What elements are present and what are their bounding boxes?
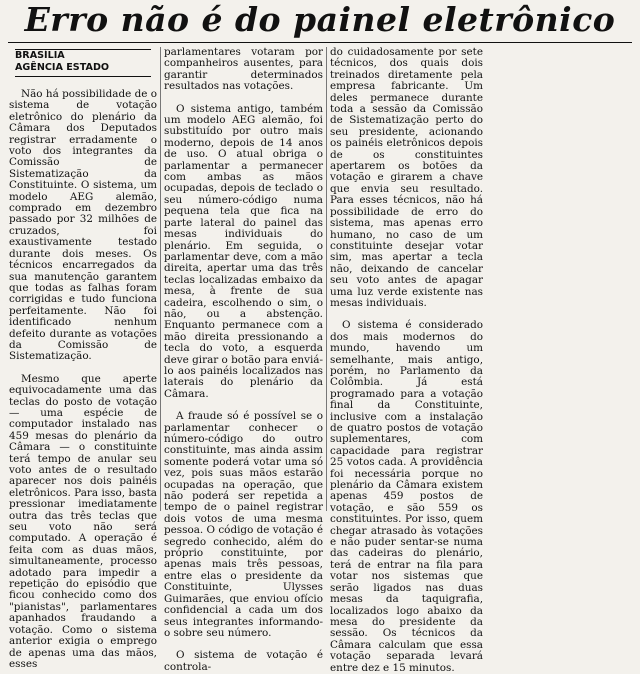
column-2 (160, 46, 326, 673)
paragraph: Não há possibilidade de o sistema de votação eletrônico do plenário da Câmara dos Deputados registrar erradamente o voto dos integrantes da Comissão de Sistematização da Constituinte. O sistema, um modelo AEG alemão, comprado em dezembro passado por 32 milhões de cruzados, foi exaustivamente testado durante dois meses. Os técnicos encarregados da sua manutenção garantem que todas as falhas foram corrigidas e tudo funciona perfeitamente. Não foi identificado nenhum defeito durante as votações da Comissão de Sistematização. (9, 88, 157, 363)
paragraph: O sistema é considerado dos mais modernos do mundo, havendo um semelhante, mais antigo, porém, no Parlamento da Colômbia. Já está programado para a votação final da Constituinte, inclusive com a instalação de quatro postos de votação suplementares, com capacidade para registrar 25 votos cada. A providência foi necessária porque no plenário da Câmara existem apenas 459 postos de votação, e são 559 os constituintes. Por isso, quem chegar atrasado às votações e não puder sentar-se numa das cadeiras do plenário, terá de entrar na fila para votar nos sistemas que serão ligados nas duas mesas da taquigrafia, localizados logo abaixo da mesa do presidente da sessão. Os técnicos da Câmara calculam que essa votação separada levará entre dez e 15 minutos. (330, 319, 483, 674)
byline-place: BRASÍLIA (15, 50, 65, 61)
paragraph: do cuidadosamente por sete técnicos, dos quais dois treinados diretamente pela empresa fabricante. Um deles permanece durante toda a sessão da Comissão de Sistematização perto do seu presidente, acionando os painéis eletrônicos depois de os constituintes apertarem os botões da votação e girarem a chave que envia seu resultado. Para esses técnicos, não há possibilidade de erro do sistema, mas apenas erro humano, no caso de um constituinte desejar votar sim, mas apertar a tecla não, deixando de cancelar seu voto antes de apagar uma luz verde existente nas mesas individuais. (330, 46, 483, 309)
article-body (6, 46, 634, 674)
paragraph: O sistema antigo, também um modelo AEG alemão, foi substituído por outro mais moderno, depois de 14 anos de uso. O atual obriga o parlamentar a permanecer com ambas as mãos ocupadas, depois de teclado o seu número-código numa pequena tela que fica na parte lateral do painel das mesas individuais do plenário. Em seguida, o parlamentar deve, com a mão direita, apertar uma das três teclas localizadas embaixo da mesa, à frente de sua cadeira, escolhendo o sim, o não, ou a abstenção. Enquanto permanece com a mão direita pressionando a tecla do voto, a esquerda deve girar o botão para enviá-lo aos painéis localizados nas laterais do plenário da Câmara. (164, 102, 323, 400)
headline: Erro não é do painel eletrônico (8, 0, 632, 43)
paragraph: A fraude só é possível se o parlamentar conhecer o número-código do outro constituinte, mas ainda assim somente poderá votar uma só vez, pois suas mãos estarão ocupadas na operação, que não poderá ser repetida a tempo de o painel registrar dois votos de uma mesma pessoa. O código de votação é segredo conhecido, além do próprio constituinte, por apenas mais três pessoas, entre elas o presidente da Constituinte, Ulysses Guimarães, que enviou ofício confidencial a cada um dos seus integrantes informando-o sobre seu número. (164, 410, 323, 639)
byline (15, 49, 151, 77)
paragraph: parlamentares votaram por companheiros ausentes, para garantir determinados resultados nas votações. (164, 46, 323, 93)
paragraph: Mesmo que aperte equivocadamente uma das teclas do posto de votação — uma espécie de computador instalado nas 459 mesas do plenário da Câmara — o constituinte terá tempo de anular seu voto antes de o resultado aparecer nos dois painéis eletrônicos. Para isso, basta pressionar imediatamente outra das três teclas que seu voto não será computado. A operação é feita com as duas mãos, simultaneamente, processo adotado para impedir a repetição do episódio que ficou conhecido como dos "pianistas", parlamentares apanhados fraudando a votação. Como o sistema anterior exigia o emprego de apenas uma das mãos, esses (9, 372, 157, 670)
byline-agency: AGÊNCIA ESTADO (15, 62, 110, 73)
column-1 (6, 47, 160, 670)
column-3 (326, 46, 486, 674)
paragraph: O sistema de votação é controla- (164, 649, 323, 673)
